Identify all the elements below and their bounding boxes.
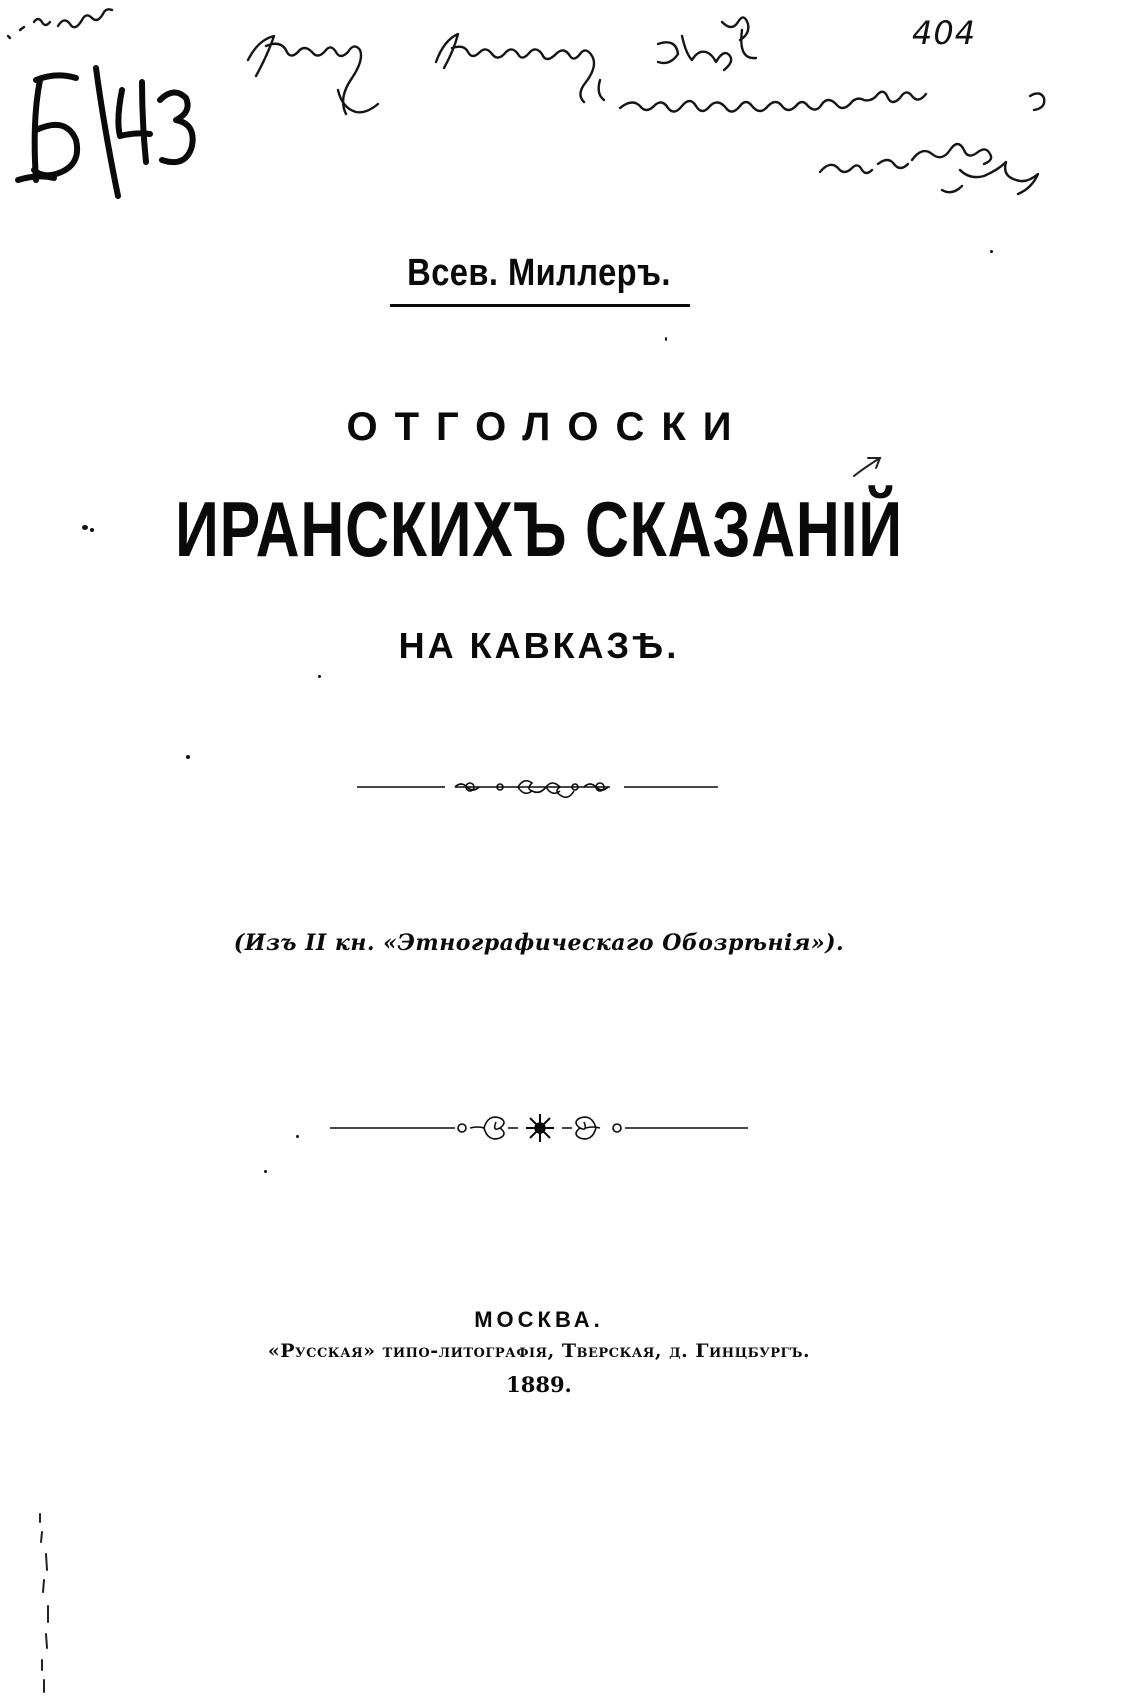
scan-speck — [90, 528, 94, 532]
imprint-year: 1889. — [506, 1372, 572, 1397]
source-note: (Изъ II кн. «Этнографическаго Обозрѣнія»). — [233, 930, 845, 956]
scan-speck — [186, 755, 190, 759]
ornamental-rule-2 — [0, 1110, 1140, 1146]
scan-speck — [665, 337, 667, 341]
imprint-press: «Русская» типо-литографія, Тверская, д. Гинцбургъ. — [267, 1340, 811, 1362]
imprint-city: МОСКВА. — [474, 1307, 604, 1332]
ornamental-rule — [0, 772, 1140, 802]
author-name: Всев. Миллеръ. — [407, 252, 671, 294]
correction-mark — [850, 452, 890, 482]
scan-speck — [990, 250, 993, 253]
page-edge-marks — [30, 1510, 60, 1700]
scan-speck — [82, 525, 88, 530]
title-line-2: ИРАНСКИХЪ СКАЗАНІЙ — [175, 485, 903, 573]
folio-number: 404 — [912, 14, 977, 52]
title-line-3: НА КАВКАЗѢ. — [398, 625, 680, 666]
shelfmark-inscription — [10, 60, 200, 210]
scan-speck — [318, 675, 321, 678]
author-underline — [390, 304, 690, 307]
title-line-1: ОТГОЛОСКИ — [346, 405, 749, 449]
scan-speck — [264, 1170, 267, 1173]
scan-speck — [296, 1135, 299, 1138]
